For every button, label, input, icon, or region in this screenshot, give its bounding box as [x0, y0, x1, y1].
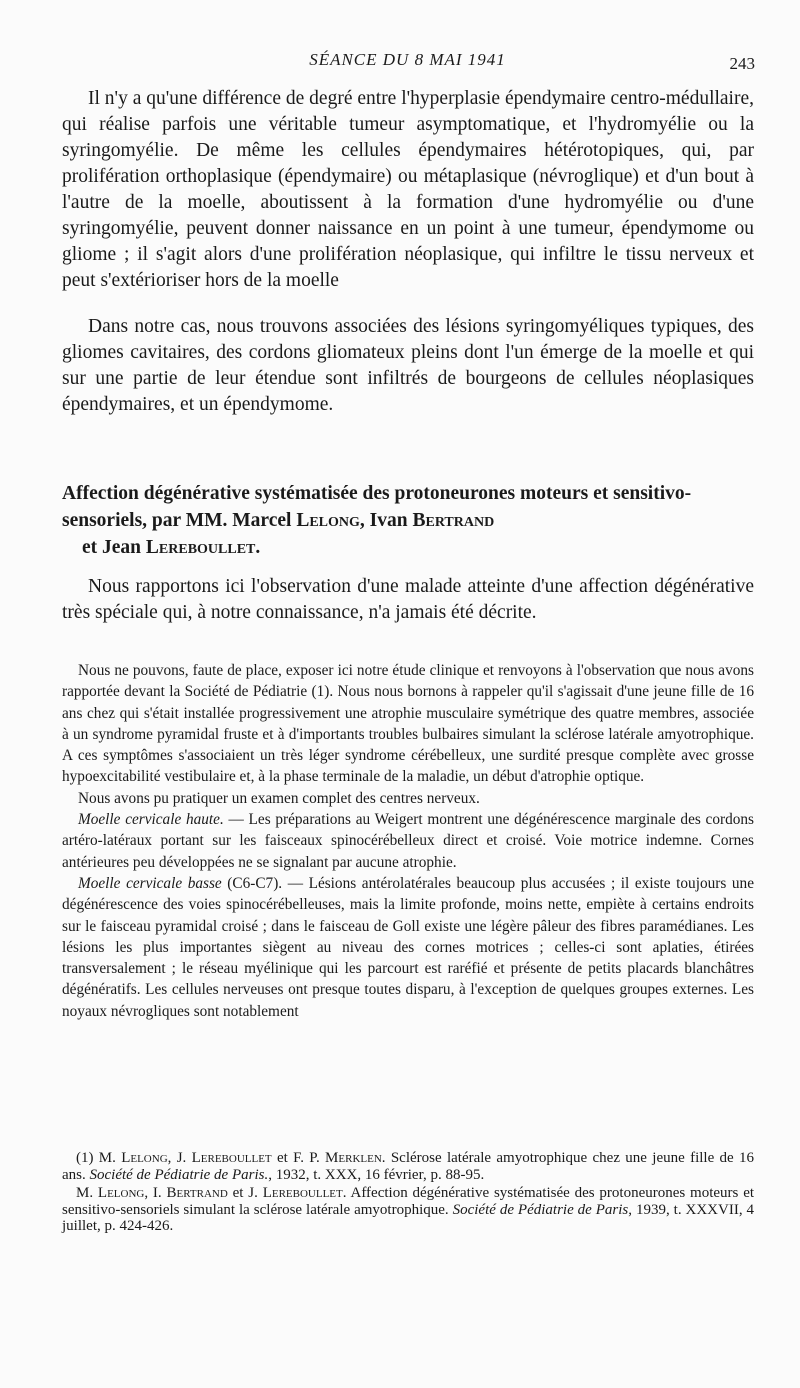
body-paragraph-3	[62, 809, 754, 873]
fn2-author-bertrand: Bertrand	[166, 1185, 228, 1201]
fn1-part: , 1932, t. XXX, 16 février, p. 88-95.	[268, 1166, 485, 1183]
paragraph-1: Il n'y a qu'une différence de degré entre l'hyperplasie épendymaire centro-médullaire, qui réalise parfois une véritable tumeur asymptomatique, et l'hydromyélie ou la syringomyélie. De même les cellules épendymaires hétérotopiques, qui, par prolifération orthoplasique (épendymaire) ou métaplasique (névroglique) et d'un bout à l'autre de la moelle, aboutissent à la formation d'une hydromyélie ou d'une syringomyélie, peuvent donner naissance en un point à une tumeur, épendymome ou gliome ; il s'agit alors d'une prolifération néoplasique, qui infiltre le tissu nerveux et peut s'extérioriser hors de la moelle	[62, 88, 754, 291]
fn1-part: (1) M.	[76, 1150, 116, 1166]
article-intro: Nous rapportons ici l'observation d'une malade atteinte d'une affection dégénérative très spéciale qui, à notre connaissance, n'a jamais été décrite.	[62, 576, 754, 623]
fn1-author-merklen: Merklen	[325, 1150, 382, 1166]
fn1-journal: Société de Pédiatrie de Paris.	[89, 1166, 269, 1183]
fn2-part: . Affection dégénérative systématisée des protoneurones moteurs et sensitivo-sensoriels simulant la sclérose latérale amyotrophique.	[62, 1185, 755, 1218]
author-and: et Jean	[82, 537, 142, 558]
author-sep: , Ivan	[359, 510, 408, 531]
footnotes	[62, 1150, 754, 1237]
footnote-2	[62, 1185, 754, 1235]
fn1-part: , J.	[167, 1150, 187, 1166]
article-title	[62, 480, 754, 561]
section-label-cervicale-haute: Moelle cervicale haute.	[78, 811, 224, 829]
author-lelong: Lelong	[296, 510, 360, 531]
fn2-part: , I.	[144, 1185, 162, 1201]
body-paragraph-4	[62, 873, 754, 1022]
section-label-cervicale-basse: Moelle cervicale basse	[78, 874, 222, 892]
footnote-1	[62, 1150, 754, 1183]
article-body	[62, 660, 754, 1022]
fn2-author-lereboullet: Lereboullet	[262, 1185, 343, 1201]
author-bertrand: Bertrand	[412, 510, 495, 531]
author-lereboullet: Lereboullet	[145, 537, 256, 558]
article-by: par MM. Marcel	[151, 510, 292, 531]
article-title-text: Affection dégénérative systématisée des protoneurones moteurs et sensitivo-sensoriels,	[62, 483, 692, 531]
fn1-part: . Sclérose latérale amyotrophique chez une jeune fille de 16 ans.	[62, 1150, 755, 1183]
fn1-author-lereboullet: Lereboullet	[191, 1150, 272, 1166]
fn2-part: , 1939, t. XXXVII, 4 juillet, p. 424-426.	[62, 1201, 755, 1234]
fn2-part: M.	[76, 1185, 94, 1201]
paragraph-2: Dans notre cas, nous trouvons associées des lésions syringomyéliques typiques, des gliomes cavitaires, des cordons gliomateux pleins dont l'un émerge de la moelle et qui sur une partie de leur étendue sont infiltrés de bourgeons de cellules néoplasiques épendymaires, et un épendymome.	[62, 316, 754, 415]
title-end: .	[255, 537, 261, 558]
page-number: 243	[729, 54, 755, 73]
body-paragraph-3-text: — Les préparations au Weigert montrent une dégénérescence marginale des cordons artéro-latéraux portant sur les faisceaux spinocérébelleux direct et croisé. Voie motrice indemne. Cornes antérieures peu développées ne se signalant par aucune atrophie.	[62, 811, 754, 871]
body-paragraph-4-text: (C6-C7). — Lésions antérolatérales beaucoup plus accusées ; il existe toujours une dégénérescence des voies spinocérébelleuses, mais la limite profonde, moins nette, empiète à certains endroits sur le faisceau pyramidal croisé ; dans le faisceau de Goll existe une légère pâleur des fibres paramédianes. Les lésions les plus importantes siègent au niveau des cornes motrices ; celles-ci sont aplaties, étirées transversalement ; le réseau myélinique qui les parcourt est raréfié et présente de petits placards blanchâtres dégénératifs. Les cellules nerveuses ont presque toutes disparu, à l'exception de quelques groupes externes. Les noyaux névrogliques sont notablement	[62, 874, 754, 1020]
fn1-author-lelong: Lelong	[121, 1150, 168, 1166]
fn2-part: et J.	[227, 1185, 258, 1201]
body-paragraph-1: Nous ne pouvons, faute de place, exposer ici notre étude clinique et renvoyons à l'observation que nous avons rapportée devant la Société de Pédiatrie (1). Nous nous bornons à rappeler qu'il s'agissait d'une jeune fille de 16 ans chez qui s'était installée progressivement une atrophie musculaire symétrique des quatre membres, associée à un syndrome pyramidal fruste et à d'importants troubles bulbaires simulant la sclérose latérale amyotrophique. A ces symptômes s'associaient un très léger syndrome cérébelleux, une surdité presque complète avec grosse hypoexcitabilité vestibulaire et, à la phase terminale de la maladie, un début d'atrophie optique.	[62, 662, 754, 786]
fn2-author-lelong: Lelong	[97, 1185, 145, 1201]
fn2-journal: Société de Pédiatrie de Paris	[452, 1201, 629, 1218]
page-header	[60, 50, 755, 74]
title-line-3	[62, 534, 754, 561]
body-paragraph-2: Nous avons pu pratiquer un examen complet des centres nerveux.	[78, 789, 480, 807]
fn1-part: et F. P.	[271, 1150, 320, 1166]
running-head: SÉANCE DU 8 MAI 1941	[309, 50, 506, 69]
